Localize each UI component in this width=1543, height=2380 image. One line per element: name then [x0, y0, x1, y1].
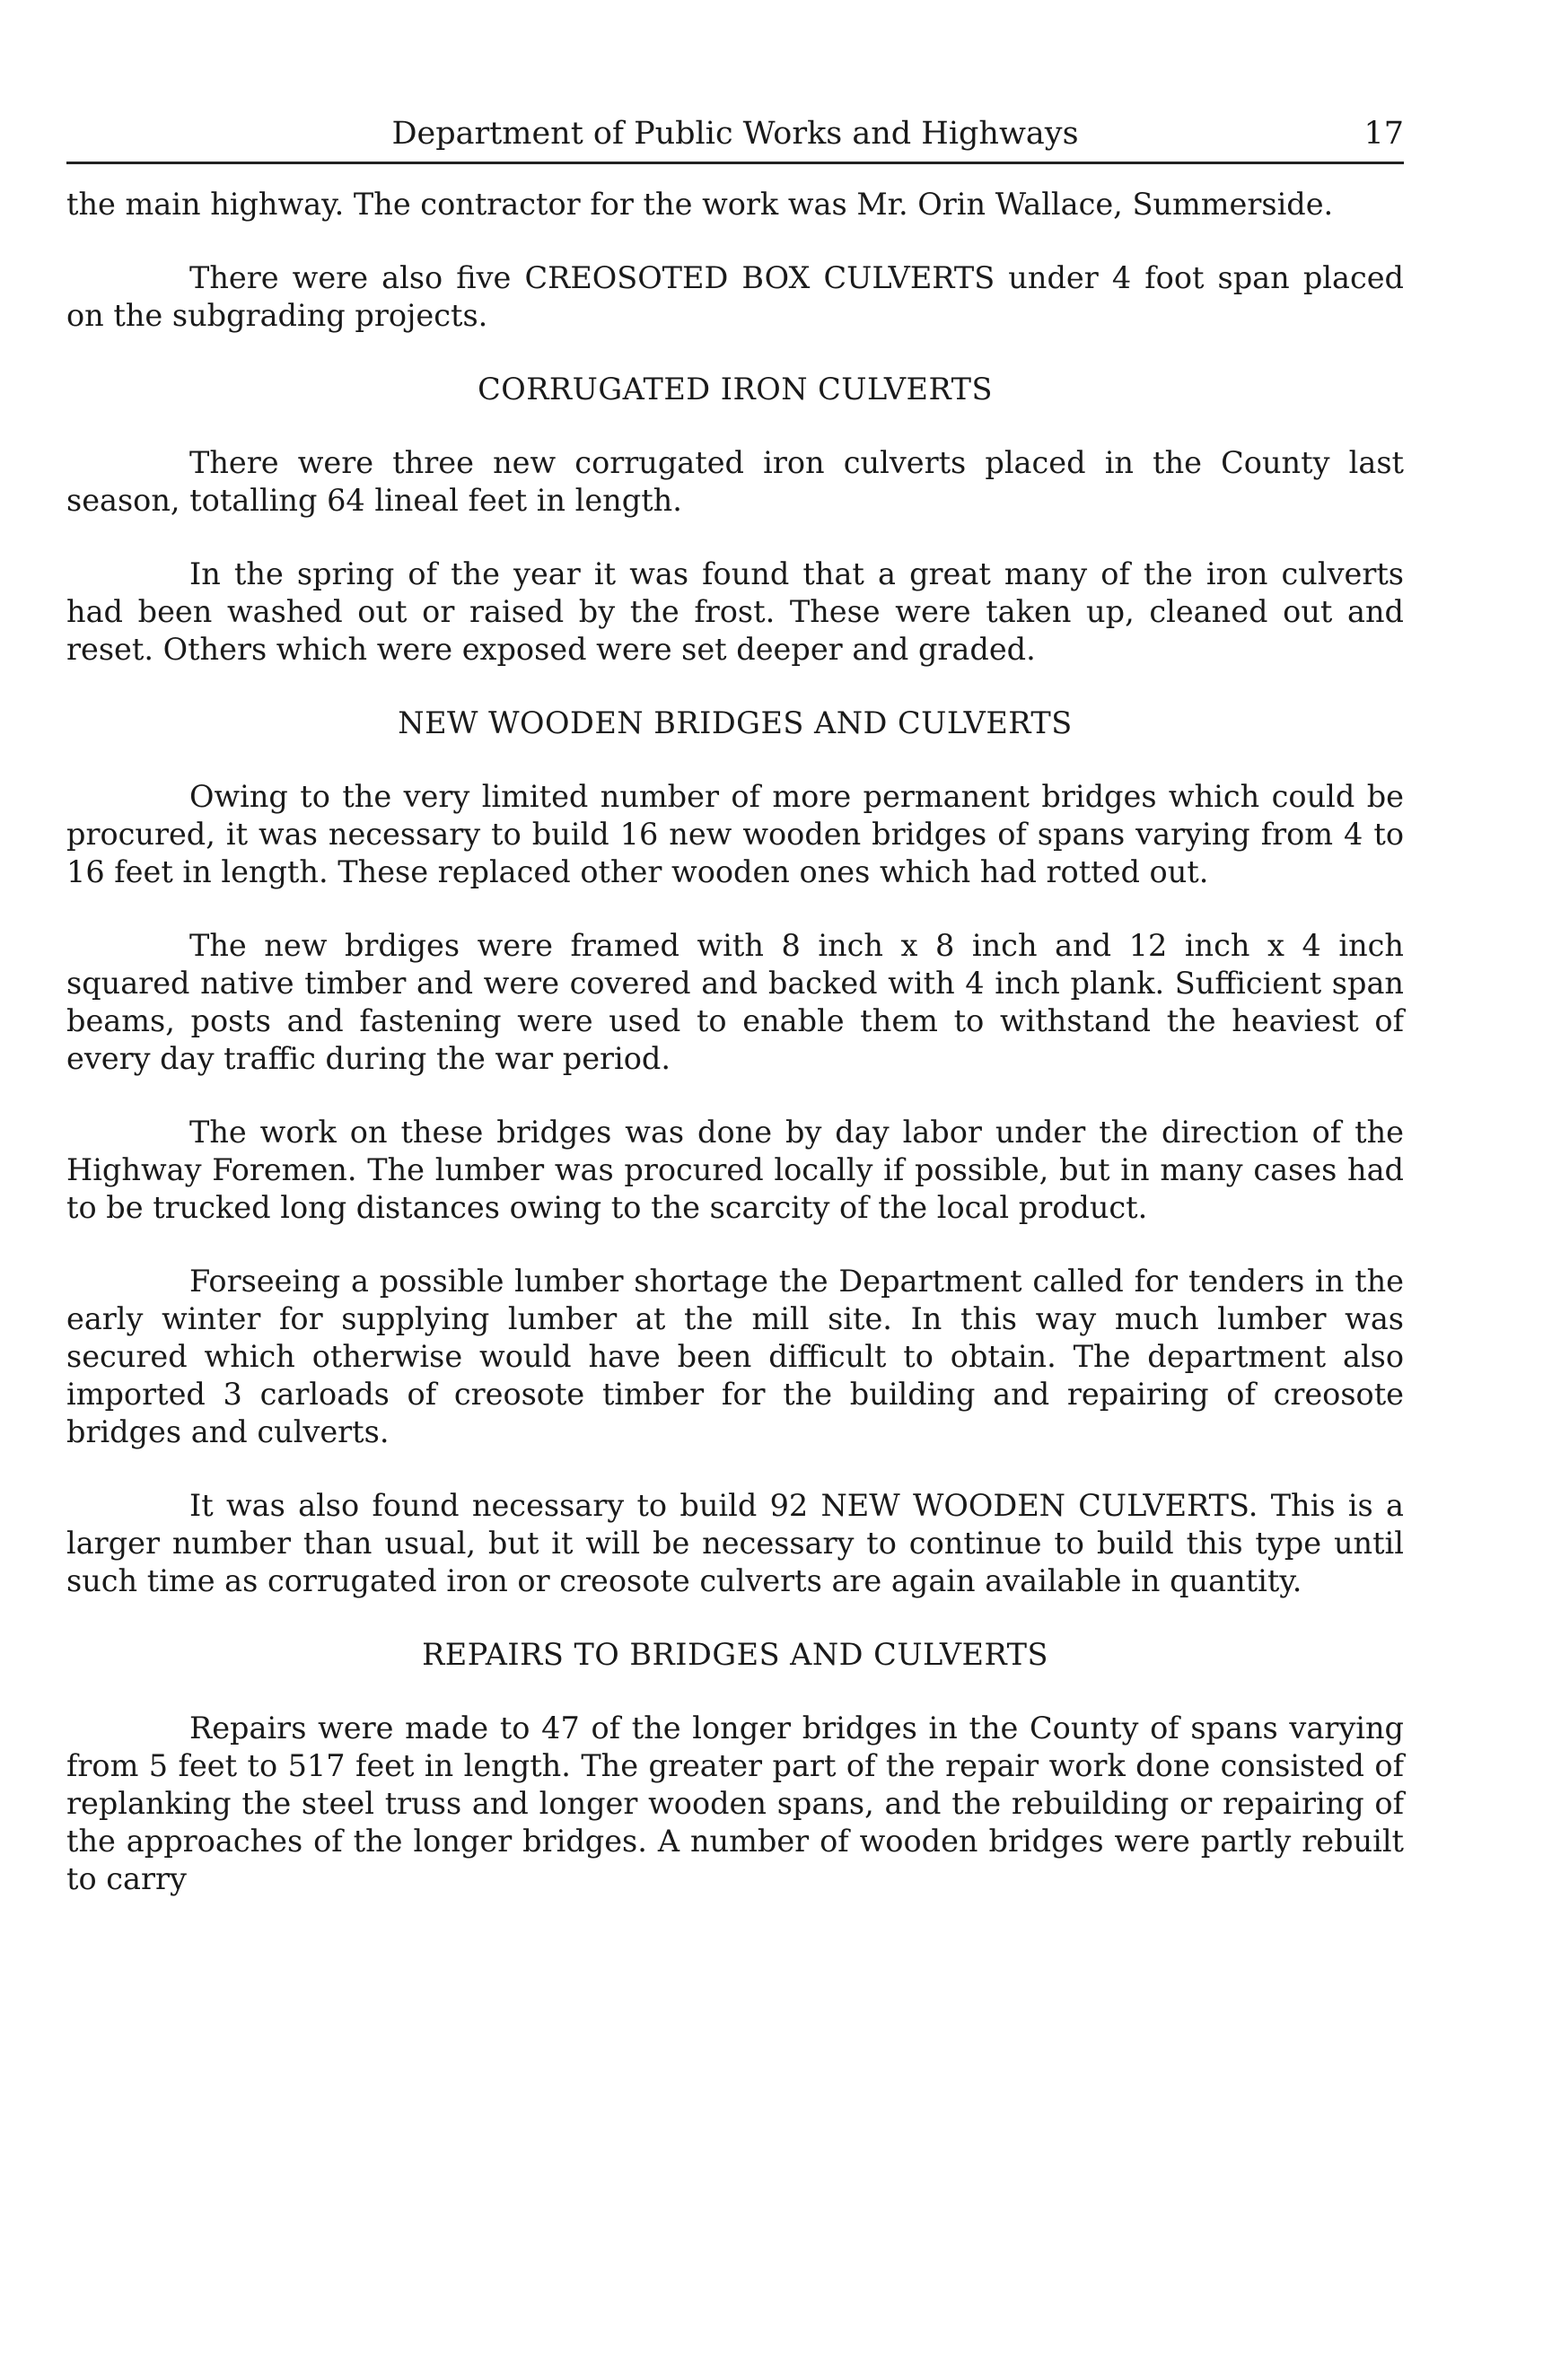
header-title: Department of Public Works and Highways — [391, 116, 1079, 152]
paragraph-new-wooden-bridges: Owing to the very limited number of more permanent bridges which could be procured, it was necessary to build 16 new wooden bridges of spans varying from 4 to 16 feet in length. These replaced other wooden ones which had rotted out. — [66, 779, 1404, 889]
paragraph-bridge-framing: The new brdiges were framed with 8 inch x 8 inch and 12 inch x 4 inch squared native timber and were covered and backed with 4 inch plank. Sufficient span beams, posts and fastening were used to enable them to withstand the heaviest of every day traffic during the war period. — [66, 928, 1404, 1076]
paragraph-new-wooden-culverts: It was also found necessary to build 92 NEW WOODEN CULVERTS. This is a larger number than usual, but it will be necessary to continue to build this type until such time as corrugated iron or creosote culverts are again available in quantity. — [66, 1488, 1404, 1598]
paragraph-day-labor: The work on these bridges was done by day labor under the direction of the Highway Foremen. The lumber was procured locally if possible, but in many cases had to be trucked long distances owing to the scarcity of the local product. — [66, 1115, 1404, 1225]
paragraph-culverts-washed-out: In the spring of the year it was found that a great many of the iron culverts had been washed out or raised by the frost. These were taken up, cleaned out and reset. Others which were exposed were set deeper and graded. — [66, 556, 1404, 667]
paragraph-continued: the main highway. The contractor for the work was Mr. Orin Wallace, Summerside. — [66, 187, 1334, 222]
body-text — [66, 186, 1404, 1898]
paragraph-creosoted-box-culverts: There were also five CREOSOTED BOX CULVERTS under 4 foot span placed on the subgrading projects. — [66, 260, 1404, 333]
section-heading-repairs: REPAIRS TO BRIDGES AND CULVERTS — [422, 1637, 1048, 1672]
paragraph-corrugated-culverts-placed: There were three new corrugated iron culverts placed in the County last season, totalling 64 lineal feet in length. — [66, 445, 1404, 518]
document-page — [66, 106, 1404, 1934]
paragraph-lumber-shortage: Forseeing a possible lumber shortage the Department called for tenders in the early winter for supplying lumber at the mill site. In this way much lumber was secured which otherwise would have been difficult to obtain. The department also imported 3 carloads of creosote timber for the building and repairing of creosote bridges and culverts. — [66, 1264, 1404, 1449]
page-number: 17 — [1363, 116, 1404, 152]
running-header — [66, 106, 1404, 164]
paragraph-repairs: Repairs were made to 47 of the longer bridges in the County of spans varying from 5 feet to 517 feet in length. The greater part of the repair work done consisted of replanking the steel truss and longer wooden spans, and the rebuilding or repairing of the approaches of the longer bridges. A number of wooden bridges were partly rebuilt to carry — [66, 1711, 1404, 1896]
section-heading-corrugated-iron-culverts: CORRUGATED IRON CULVERTS — [478, 372, 993, 407]
section-heading-new-wooden-bridges: NEW WOODEN BRIDGES AND CULVERTS — [398, 705, 1073, 740]
